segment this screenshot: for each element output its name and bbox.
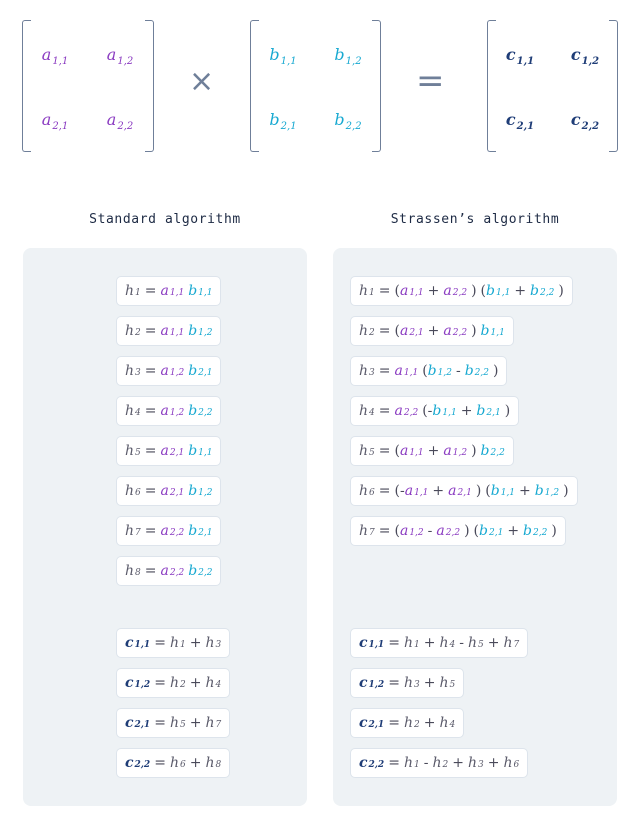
operator: =: [144, 523, 157, 539]
operator: +: [507, 523, 520, 539]
operator: =: [388, 715, 400, 731]
strassen-c-equation: [350, 748, 528, 778]
standard-h-equation: [116, 396, 221, 426]
matrix-c-element: $c_{2,2}$: [570, 110, 600, 133]
term-c: c 1,1: [359, 635, 385, 651]
term-h: h 5: [169, 715, 186, 731]
term-h: h 3: [403, 675, 420, 691]
operator: +: [423, 635, 436, 651]
term-h: h 2: [125, 323, 141, 339]
term-h: h 6: [359, 483, 375, 499]
term-h: h 7: [125, 523, 141, 539]
matrix-c-element: $c_{1,1}$: [505, 45, 535, 68]
term-c: c 1,2: [359, 675, 385, 691]
term-a: a 1,1: [399, 443, 424, 459]
term-b: b 2,1: [188, 363, 213, 379]
operator: (: [394, 283, 400, 299]
standard-c-equation: [116, 628, 230, 658]
operator: (: [485, 483, 491, 499]
term-c: c 1,1: [125, 635, 151, 651]
matrix-a-element: $a_{1,1}$: [41, 45, 69, 68]
operator: (: [394, 443, 400, 459]
operator: ): [492, 363, 499, 379]
operator: =: [154, 635, 166, 651]
term-h: h 5: [125, 443, 141, 459]
matrix-a-element: $a_{2,1}$: [41, 110, 69, 133]
term-b: b 1,2: [188, 323, 213, 339]
term-a: a 1,1: [399, 283, 424, 299]
strassen-h-equation: [350, 316, 514, 346]
operator: +: [189, 635, 202, 651]
operator: =: [388, 635, 400, 651]
operator: =: [378, 523, 391, 539]
term-h: h 2: [169, 675, 186, 691]
operator: =: [144, 323, 157, 339]
matrix-b-left-bracket: [250, 20, 259, 152]
standard-h-equation: [116, 476, 221, 506]
operator: ): [464, 523, 470, 539]
term-h: h 2: [432, 755, 449, 771]
operator: (: [422, 403, 428, 419]
operator: (: [394, 323, 400, 339]
operator: +: [423, 675, 436, 691]
operator: -: [427, 523, 433, 539]
operator: =: [378, 483, 391, 499]
term-h: h 3: [205, 635, 222, 651]
strassen-c-equation: [350, 708, 464, 738]
term-a: a 1,2: [443, 443, 468, 459]
operator: ): [551, 523, 557, 539]
standard-h-equation: [116, 516, 221, 546]
term-a: a 1,2: [160, 363, 185, 379]
operator: ): [471, 443, 477, 459]
operator: +: [487, 635, 500, 651]
operator: +: [514, 283, 527, 299]
standard-h-equation: [116, 556, 221, 586]
standard-c-equation: [116, 748, 230, 778]
term-c: c 1,2: [125, 675, 151, 691]
term-h: h 4: [359, 403, 375, 419]
matrix-b-right-bracket: [372, 20, 381, 152]
term-b: b 2,2: [480, 443, 505, 459]
matrix-a-left-bracket: [22, 20, 31, 152]
term-h: h 5: [467, 635, 484, 651]
strassen-c-equation: [350, 668, 464, 698]
operator: +: [432, 483, 445, 499]
term-a: a 1,1: [160, 323, 185, 339]
term-b: b 1,1: [188, 283, 213, 299]
standard-h-equation: [116, 436, 221, 466]
matrix-a-right-bracket: [145, 20, 154, 152]
operator: +: [452, 755, 464, 771]
term-a: a 1,1: [160, 283, 185, 299]
operator: +: [460, 403, 473, 419]
term-b: b 2,2: [523, 523, 548, 539]
term-a: a 2,1: [448, 483, 472, 499]
operator: ): [471, 283, 477, 299]
strassen-h-equation: [350, 396, 519, 426]
operator: (: [480, 283, 487, 299]
term-a: a 2,2: [160, 523, 185, 539]
operator: =: [144, 443, 157, 459]
matrix-a-element: $a_{2,2}$: [106, 110, 134, 133]
term-a: a 2,2: [436, 523, 461, 539]
term-h: h 3: [467, 755, 484, 771]
operator: ): [563, 483, 569, 499]
operator: (: [422, 363, 428, 379]
term-h: h 5: [439, 675, 456, 691]
operator: =: [378, 323, 391, 339]
term-h: h 7: [205, 715, 222, 731]
term-h: h 2: [359, 323, 375, 339]
operator: ): [504, 403, 511, 419]
strassen-c-equation: [350, 628, 528, 658]
term-h: h 4: [205, 675, 222, 691]
strassen-h-equation: [350, 516, 566, 546]
operator: ): [558, 283, 564, 299]
operator: =: [144, 363, 157, 379]
operator: -: [423, 755, 429, 771]
term-a: a 1,2: [160, 403, 185, 419]
matrix-c-left-bracket: [487, 20, 496, 152]
standard-h-equation: [116, 316, 221, 346]
strassen-algorithm-panel: [333, 248, 617, 806]
operator: =: [378, 363, 391, 379]
matrix-b-element: $b_{1,1}$: [269, 45, 297, 68]
term-h: h 3: [125, 363, 141, 379]
operator: =: [144, 283, 157, 299]
operator: =: [154, 715, 166, 731]
term-h: h 6: [503, 755, 520, 771]
term-a: a 2,2: [443, 283, 468, 299]
term-a: a 2,1: [160, 443, 185, 459]
term-b: b 1,1: [188, 443, 213, 459]
operator: +: [189, 755, 202, 771]
term-a: a 1,1: [394, 363, 419, 379]
matrix-c-element: $c_{2,1}$: [505, 110, 535, 133]
strassen-algorithm-title: Strassen’s algorithm: [390, 212, 560, 227]
term-b: b 2,1: [188, 523, 213, 539]
term-h: h 7: [503, 635, 520, 651]
matrix-b-element: $b_{2,2}$: [334, 110, 362, 133]
strassen-h-equation: [350, 436, 514, 466]
term-h: h 4: [439, 715, 456, 731]
term-h: h 2: [403, 715, 420, 731]
operator: +: [189, 675, 202, 691]
term-a: a 2,2: [443, 323, 468, 339]
strassen-h-equation: [350, 356, 507, 386]
matrix-b-element: $b_{1,2}$: [334, 45, 362, 68]
term-h: h 1: [359, 283, 375, 299]
term-c: c 2,1: [359, 715, 385, 731]
operator: +: [427, 323, 440, 339]
standard-h-equation: [116, 276, 221, 306]
matrix-a-element: $a_{1,2}$: [106, 45, 134, 68]
term-c: c 2,2: [125, 755, 151, 771]
operator: =: [388, 675, 400, 691]
term-h: h 1: [403, 755, 420, 771]
operator: ): [475, 483, 482, 499]
term-a: a 2,1: [160, 483, 185, 499]
term-h: h 8: [205, 755, 222, 771]
operator: =: [154, 755, 166, 771]
term-h: h 3: [359, 363, 375, 379]
term-b: b 1,1: [490, 483, 516, 499]
operator: +: [519, 483, 531, 499]
term-b: b 1,1: [432, 403, 457, 419]
operator: ): [471, 323, 477, 339]
standard-c-equation: [116, 708, 230, 738]
term-b: b 2,1: [479, 523, 504, 539]
operator: +: [427, 283, 440, 299]
standard-algorithm-panel: [23, 248, 307, 806]
operator: =: [378, 443, 391, 459]
operator: +: [427, 443, 440, 459]
operator: =: [378, 403, 391, 419]
operator: +: [189, 715, 202, 731]
term-h: h 5: [359, 443, 375, 459]
term-b: b 2,1: [476, 403, 501, 419]
operator: -: [399, 483, 405, 499]
standard-algorithm-title: Standard algorithm: [89, 212, 241, 227]
operator: -: [427, 403, 433, 419]
term-a: a 2,2: [394, 403, 419, 419]
term-b: b 1,2: [188, 483, 213, 499]
term-b: b 2,2: [464, 363, 489, 379]
equals-sign: =: [416, 61, 445, 101]
term-h: h 1: [403, 635, 420, 651]
operator: (: [473, 523, 480, 539]
operator: (: [394, 523, 400, 539]
term-a: a 1,2: [399, 523, 424, 539]
term-b: b 2,2: [188, 403, 213, 419]
term-h: h 4: [125, 403, 141, 419]
operator: =: [144, 403, 157, 419]
operator: =: [144, 563, 157, 579]
operator: +: [487, 755, 500, 771]
operator: =: [388, 755, 400, 771]
term-h: h 6: [125, 483, 141, 499]
standard-c-equation: [116, 668, 230, 698]
matrix-c-right-bracket: [609, 20, 618, 152]
strassen-h-equation: [350, 276, 573, 306]
term-b: b 1,2: [427, 363, 452, 379]
times-sign: ×: [189, 64, 215, 99]
operator: +: [423, 715, 436, 731]
standard-h-equation: [116, 356, 221, 386]
term-b: b 2,2: [188, 563, 213, 579]
term-h: h 1: [125, 283, 141, 299]
term-h: h 8: [125, 563, 141, 579]
term-h: h 1: [169, 635, 186, 651]
term-a: a 2,1: [399, 323, 424, 339]
operator: (: [394, 483, 400, 499]
strassen-h-equation: [350, 476, 578, 506]
operator: -: [455, 363, 461, 379]
operator: =: [378, 283, 391, 299]
term-b: b 1,1: [480, 323, 505, 339]
term-b: b 2,2: [530, 283, 555, 299]
term-c: c 2,1: [125, 715, 151, 731]
matrix-b-element: $b_{2,1}$: [269, 110, 297, 133]
matrix-c-element: $c_{1,2}$: [570, 45, 600, 68]
term-a: a 1,1: [404, 483, 429, 499]
term-b: b 1,1: [486, 283, 511, 299]
term-b: b 1,2: [534, 483, 560, 499]
term-c: c 2,2: [359, 755, 385, 771]
term-h: h 7: [359, 523, 375, 539]
term-h: h 4: [439, 635, 456, 651]
operator: =: [144, 483, 157, 499]
term-a: a 2,2: [160, 563, 185, 579]
term-h: h 6: [169, 755, 186, 771]
operator: -: [459, 635, 464, 651]
operator: =: [154, 675, 166, 691]
